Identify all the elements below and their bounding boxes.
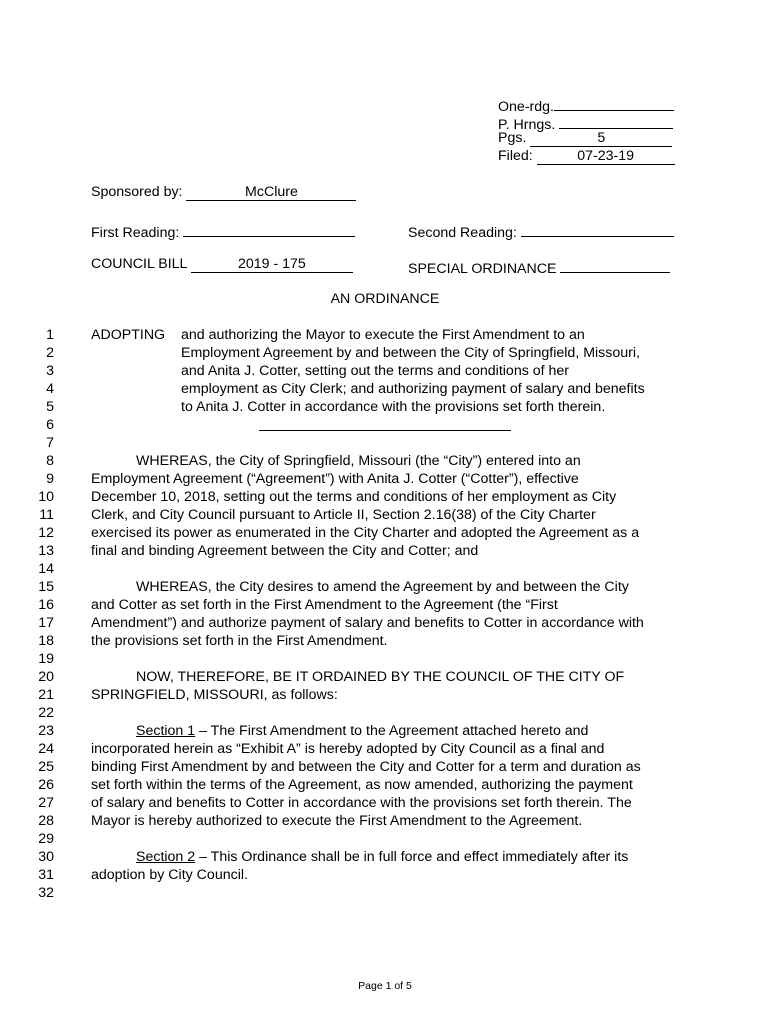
section1-line: of salary and benefits to Cotter in accordance with the provisions set forth therein. The (91, 795, 632, 811)
filed-row (498, 148, 675, 165)
line-number: 17 (38, 615, 54, 631)
line-number: 11 (39, 507, 54, 523)
section1-first-line (136, 723, 588, 740)
divider-rule (259, 430, 511, 431)
filed-label: Filed: (498, 148, 533, 164)
line-number: 27 (38, 795, 54, 811)
p-hrngs-label: P. Hrngs. (498, 117, 556, 133)
adopting-line: Employment Agreement by and between the City of Springfield, Missouri, (181, 345, 640, 361)
line-number: 1 (46, 327, 54, 343)
section2-line: adoption by City Council. (91, 867, 248, 883)
special-ordinance-row (408, 256, 670, 278)
sponsored-row (91, 184, 356, 201)
section1-heading: Section 1 (136, 723, 196, 739)
pgs-field[interactable]: 5 (530, 130, 672, 147)
line-number: 23 (38, 723, 54, 739)
adopting-keyword: ADOPTING (91, 327, 166, 343)
filed-field[interactable]: 07-23-19 (537, 148, 675, 165)
whereas2-line: and Cotter as set forth in the First Amendment to the Agreement (the “First (91, 597, 558, 613)
line-number: 4 (46, 381, 54, 397)
line-number: 31 (38, 867, 54, 883)
sponsored-field[interactable]: McClure (186, 184, 356, 201)
line-number: 7 (46, 435, 54, 451)
line-number: 24 (38, 741, 54, 757)
ordinance-title: AN ORDINANCE (330, 291, 440, 307)
section1-line: set forth within the terms of the Agreement, as now amended, authorizing the payment (91, 777, 633, 793)
now-therefore-line: NOW, THEREFORE, BE IT ORDAINED BY THE COUNCIL OF THE CITY OF (136, 669, 625, 685)
second-reading-field[interactable] (521, 220, 674, 237)
section1-line: Mayor is hereby authorized to execute the First Amendment to the Agreement. (91, 813, 583, 829)
special-ordinance-label: SPECIAL ORDINANCE (408, 261, 557, 277)
line-number: 8 (46, 453, 54, 469)
first-reading-field[interactable] (183, 220, 355, 237)
section1-line: incorporated herein as “Exhibit A” is hereby adopted by City Council as a final and (91, 741, 605, 757)
line-number: 32 (38, 885, 54, 901)
whereas2-line: the provisions set forth in the First Amendment. (91, 633, 388, 649)
council-bill-row (91, 256, 353, 273)
adopting-line: employment as City Clerk; and authorizing payment of salary and benefits (181, 381, 645, 397)
line-number: 29 (38, 831, 54, 847)
line-number: 18 (38, 633, 54, 649)
adopting-line: to Anita J. Cotter in accordance with the provisions set forth therein. (181, 399, 606, 415)
line-number: 5 (46, 399, 54, 415)
whereas2-line: WHEREAS, the City desires to amend the Agreement by and between the City (136, 579, 629, 595)
line-number: 25 (38, 759, 54, 775)
council-bill-field[interactable]: 2019 - 175 (191, 256, 353, 273)
line-number: 14 (38, 561, 54, 577)
adopting-line: and authorizing the Mayor to execute the First Amendment to an (181, 327, 585, 343)
line-number: 26 (38, 777, 54, 793)
whereas1-line: December 10, 2018, setting out the terms and conditions of her employment as City (91, 489, 617, 505)
p-hrngs-field[interactable] (559, 112, 673, 129)
one-rdg-field[interactable] (554, 94, 674, 111)
page-footer: Page 1 of 5 (358, 980, 412, 992)
first-reading-label: First Reading: (91, 225, 180, 241)
now-therefore-line: SPRINGFIELD, MISSOURI, as follows: (91, 687, 338, 703)
line-number: 28 (38, 813, 54, 829)
line-number: 20 (38, 669, 54, 685)
line-number: 30 (38, 849, 54, 865)
second-reading-label: Second Reading: (408, 225, 517, 241)
second-reading-row (408, 220, 674, 242)
pgs-label: Pgs. (498, 130, 527, 146)
line-number: 10 (38, 489, 54, 505)
whereas1-line: WHEREAS, the City of Springfield, Missouri (the “City”) entered into an (136, 453, 581, 469)
special-ordinance-field[interactable] (560, 256, 670, 273)
whereas1-line: exercised its power as enumerated in the City Charter and adopted the Agreement as a (91, 525, 640, 541)
section2-first-line (136, 849, 628, 866)
line-number: 13 (38, 543, 54, 559)
whereas1-line: Clerk, and City Council pursuant to Article II, Section 2.16(38) of the City Charter (91, 507, 596, 523)
line-number: 12 (38, 525, 54, 541)
section2-heading: Section 2 (136, 849, 196, 865)
adopting-line: and Anita J. Cotter, setting out the terms and conditions of her (181, 363, 570, 379)
first-reading-row (91, 220, 355, 242)
line-number: 6 (46, 417, 54, 433)
line-number: 2 (46, 345, 54, 361)
section2-first-line-text: – This Ordinance shall be in full force and effect immediately after its (195, 849, 629, 865)
line-number: 22 (38, 705, 54, 721)
pgs-row (498, 130, 672, 147)
line-number: 19 (38, 651, 54, 667)
line-number: 16 (38, 597, 54, 613)
line-number: 15 (38, 579, 54, 595)
line-number: 3 (46, 363, 54, 379)
whereas1-line: final and binding Agreement between the City and Cotter; and (91, 543, 479, 559)
section1-line: binding First Amendment by and between the City and Cotter for a term and duration as (91, 759, 641, 775)
one-rdg-label: One-rdg. (498, 99, 554, 115)
council-bill-label: COUNCIL BILL (91, 256, 187, 272)
line-number: 9 (46, 471, 54, 487)
sponsored-label: Sponsored by: (91, 184, 183, 200)
section1-first-line-text: – The First Amendment to the Agreement attached hereto and (195, 723, 589, 739)
whereas1-line: Employment Agreement (“Agreement”) with Anita J. Cotter (“Cotter”), effective (91, 471, 579, 487)
whereas2-line: Amendment”) and authorize payment of salary and benefits to Cotter in accordance with (91, 615, 644, 631)
line-number: 21 (38, 687, 54, 703)
